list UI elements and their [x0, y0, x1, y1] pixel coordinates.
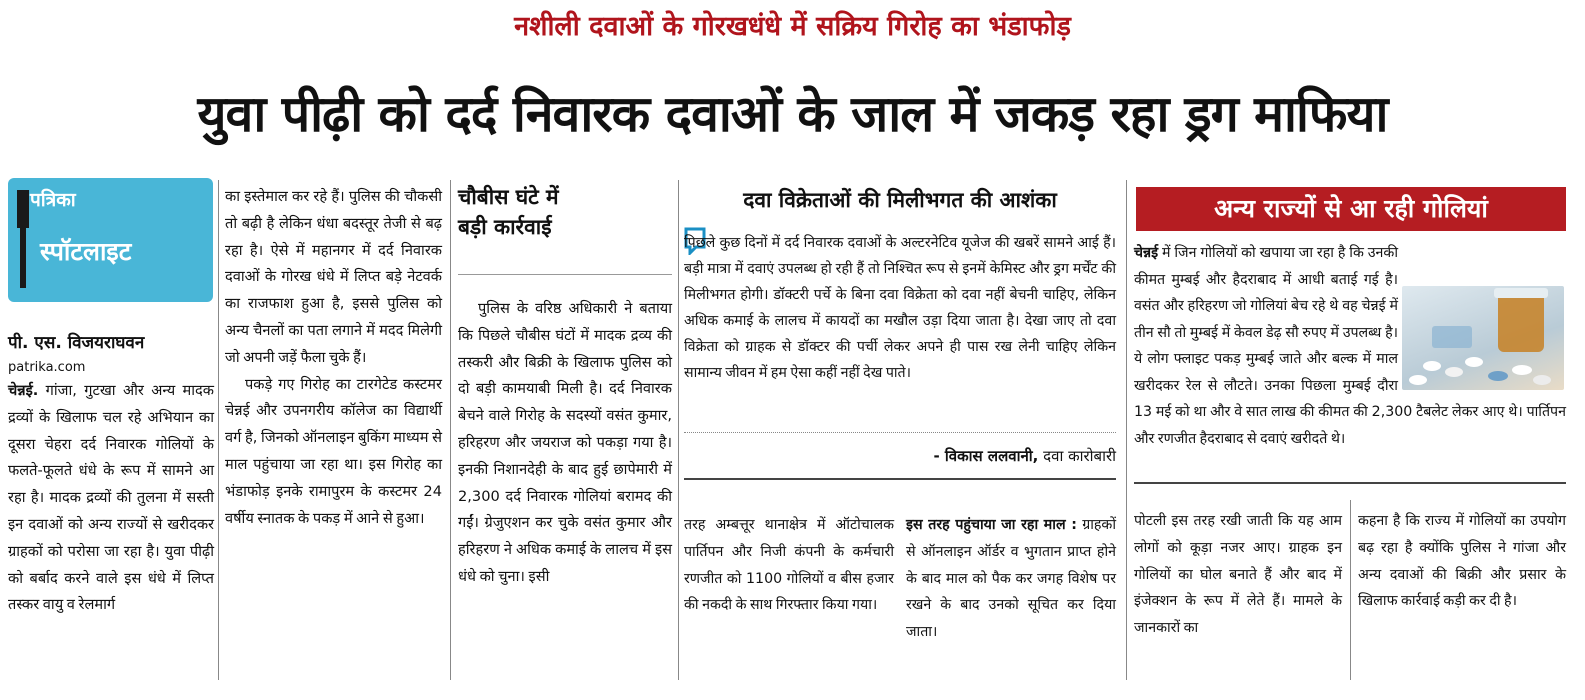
section-rule — [458, 274, 672, 275]
byline-author: पी. एस. विजयराघवन — [8, 333, 145, 353]
article-column-5 — [906, 512, 1116, 646]
column-divider — [1350, 500, 1351, 680]
section-title-line-1: चौबीस घंटे में — [458, 185, 559, 209]
byline-site: patrika.com — [8, 360, 86, 375]
quote-attribution — [684, 446, 1116, 466]
spotlight-label: स्पॉटलाइट — [40, 237, 132, 266]
col2-paragraph-1: का इस्तेमाल कर रहे हैं। पुलिस की चौकसी तो बढ़ी है लेकिन धंधा बदस्तूर तेजी से बढ़ रहा है। ऐसे में महानगर में दर्द निवारक दवाओं के गोरख धंधे में लिप्त बड़े नेटवर्क का राजफाश हुआ है, इससे पुलिस को अन्य चैनलों का पता लगाने में मदद मिलेगी जो अपनी जड़ें फैला चुके हैं। — [225, 188, 442, 366]
kicker-headline: नशीली दवाओं के गोरखधंधे में सक्रिय गिरोह का भंडाफोड़ — [514, 11, 1071, 42]
spotlight-logo — [8, 178, 213, 302]
sidebar-rule — [1134, 482, 1566, 484]
sidebar-dateline: चेन्नई — [1134, 245, 1159, 261]
sidebar-col-a-text: पोटली इस तरह रखी जाती कि यह आम लोगों को कूड़ा नजर आए। ग्राहक इन गोलियों का घोल बनाते हैं और बाद में इंजेक्शन के रूप में लेते हैं। मामले के जानकारों का — [1134, 513, 1342, 637]
section-title-line-2: बड़ी कार्रवाई — [458, 215, 552, 239]
quote-attribution-name: - विकास ललवानी, — [933, 447, 1039, 465]
column-divider — [450, 180, 451, 680]
sidebar-text: में जिन गोलियों को खपाया जा रहा है कि उनकी कीमत मुम्बई और हैदराबाद में आधी बताई गई है। वसंत और हरिहरण जो गोलियां बेच रहे थे वह चेन्नई में तीन सौ तो मुम्बई में केवल डेढ़ सौ रुपए में उपलब्ध है। ये लोग फ्लाइट पकड़ मुम्बई जाते और बल्क में माल खरीदकर रेल से लौटते। उनका पिछला मुम्बई दौरा 13 मई को था और वे सात लाख की कीमत की 2,300 टैबलेट लेकर आए थे। पार्तिपन और रणजीत हैदराबाद से दवाएं खरीदते थे। — [1134, 245, 1566, 447]
col1-text: गांजा, गुटखा और अन्य मादक द्रव्यों के खिलाफ चल रहे अभियान का दूसरा चेहरा दर्द निवारक गोलियों के फलते-फूलते धंधे के रूप में सामने आ रहा है। मादक द्रव्यों की तुलना में सस्ती इन दवाओं को अन्य राज्यों से खरीदकर ग्राहकों को परोसा जा रहा है। युवा पीढ़ी को बर्बाद करने वाले इस धंधे में लिप्त तस्कर वायु व रेलमार्ग — [8, 382, 214, 614]
dateline: चेन्नई. — [8, 382, 39, 399]
sidebar-text-top — [1134, 240, 1566, 452]
section-title-raid — [458, 182, 559, 242]
main-headline: युवा पीढ़ी को दर्द निवारक दवाओं के जाल में जकड़ रहा ड्रग माफिया — [197, 85, 1388, 143]
sidebar-banner: अन्य राज्यों से आ रही गोलियां — [1136, 187, 1566, 231]
quote-attribution-role: दवा कारोबारी — [1038, 447, 1116, 465]
article-column-1 — [8, 378, 214, 619]
col2-paragraph-2: पकड़े गए गिरोह का टारगेटेड कस्टमर चेन्नई और उपनगरीय कॉलेज का विद्यार्थी वर्ग है, जिनको ऑनलाइन बुकिंग माध्यम से माल पहुंचाया जा रहा था। इस गिरोह का भंडाफोड़ इनके रामापुरम के कस्टमर 24 वर्षीय स्नातक के पकड़ में आने से हुआ। — [225, 375, 442, 527]
col3-text: पुलिस के वरिष्ठ अधिकारी ने बताया कि पिछले चौबीस घंटों में मादक द्रव्य की तस्करी और बिक्री के खिलाफ पुलिस को दो बड़ी कामयाबी मिली है। दर्द निवारक बेचने वाले गिरोह के सदस्यों वसंत कुमार, हरिहरण और जयराज को पकड़ा गया है। इनकी निशानदेही के बाद हुई छापेमारी में 2,300 दर्द निवारक गोलियां बरामद की गईं। ग्रेजुएशन कर चुके वसंत कुमार और हरिहरण ने अधिक कमाई के लालच में इस धंधे को चुना। इसी — [458, 300, 672, 585]
col4-text: तरह अम्बत्तूर थानाक्षेत्र में ऑटोचालक पार्तिपन और निजी कंपनी के कर्मचारी रणजीत को 1100 गोलियों व बीस हजार की नकदी के साथ गिरफ्तार किया गया। — [684, 517, 894, 614]
quote-box-bottom-rule — [684, 478, 1116, 480]
quote-text: पिछले कुछ दिनों में दर्द निवारक दवाओं के अल्टरनेटिव यूजेज की खबरें सामने आई हैं। बड़ी मात्रा में दवाएं उपलब्ध हो रही हैं तो निश्चित रूप से इनमें केमिस्ट और ड्रग मर्चेंट की मिलीभगत होगी। डॉक्टरी पर्चे के बिना दवा विक्रेता को दवा नहीं बेचनी चाहिए, लेकिन अधिक कमाई के लालच में कायदों का मखौल उड़ा दिया जाता है। देखा जाए तो दवा विक्रेता को ग्राहक से डॉक्टर की पर्ची लेकर अपने ही पास रख लेनी चाहिए लेकिन सामान्य जीवन में हम ऐसा कहीं नहीं देख पाते। — [684, 235, 1116, 381]
quote-box-text — [684, 230, 1116, 386]
col5-text: ग्राहकों से ऑनलाइन ऑर्डर व भुगतान प्राप्त होने के बाद माल को पैक कर जगह विशेष पर रखने के बाद उनको सूचित कर दिया जाता। — [906, 517, 1116, 641]
sidebar-column-b — [1358, 508, 1566, 615]
column-divider — [678, 180, 679, 680]
sidebar-column-a — [1134, 508, 1342, 642]
column-divider — [1126, 180, 1127, 680]
article-column-4 — [684, 512, 894, 619]
column-divider — [218, 180, 219, 680]
sidebar-col-b-text: कहना है कि राज्य में गोलियों का उपयोग बढ़ रहा है क्योंकि पुलिस ने गांजा और अन्य दवाओं की बिक्री और प्रसार के खिलाफ कार्रवाई कड़ी कर दी है। — [1358, 513, 1566, 610]
quote-box-divider — [684, 432, 1116, 433]
quote-box-title: दवा विक्रेताओं की मिलीभगत की आशंका — [743, 188, 1057, 212]
col5-lead: इस तरह पहुंचाया जा रहा माल : — [906, 517, 1077, 533]
article-column-3 — [458, 296, 672, 591]
article-column-2 — [225, 184, 442, 532]
spotlight-brand: पत्रिका — [30, 189, 76, 211]
